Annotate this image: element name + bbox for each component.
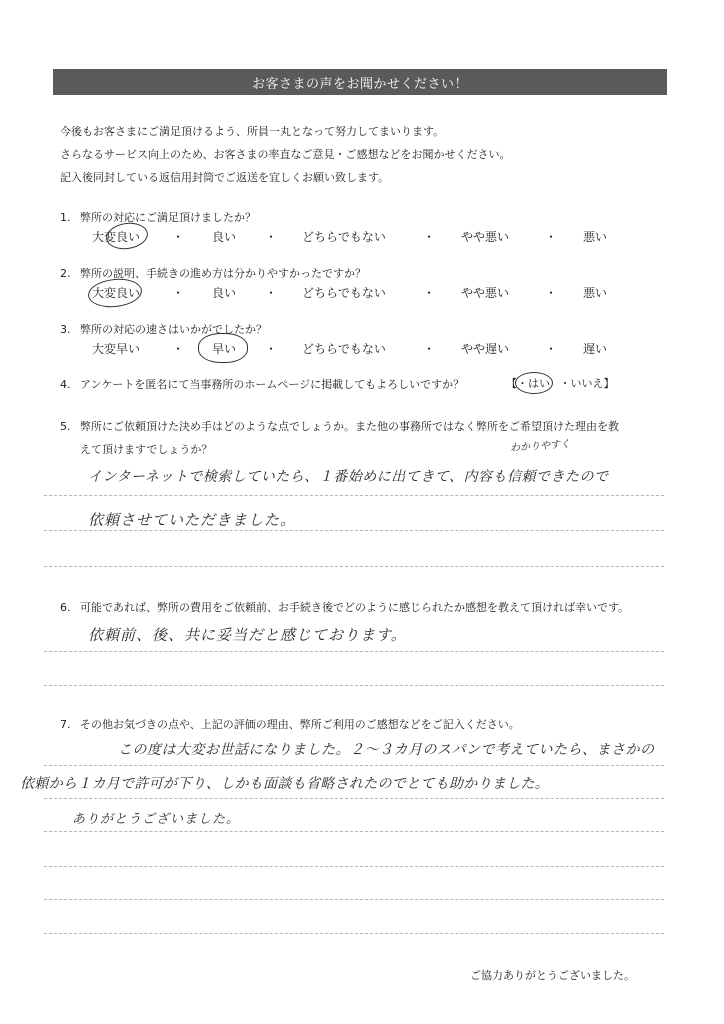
question-1-number: 1.: [60, 211, 71, 224]
q3-option-slow[interactable]: 遅い: [583, 342, 608, 356]
q1-separator: ・: [423, 230, 436, 244]
answer-rule: [44, 566, 664, 567]
q1-option-neutral[interactable]: どちらでもない: [302, 230, 386, 244]
q2-option-bad[interactable]: 悪い: [583, 286, 608, 300]
q2-option-neutral[interactable]: どちらでもない: [302, 286, 386, 300]
footer-thanks: ご協力ありがとうございました。: [470, 969, 635, 982]
question-2: [60, 265, 366, 281]
q5-handwritten-insert: わかりやすく: [509, 438, 571, 455]
q2-option-somewhat-bad[interactable]: やや悪い: [461, 286, 510, 300]
intro-line-2: さらなるサービス向上のため、お客さまの率直なご意見・ご感想などをお聞かせください。: [60, 148, 511, 161]
q3-option-very-fast[interactable]: 大変早い: [92, 342, 141, 356]
q7-answer-line-3: ありがとうございました。: [72, 812, 241, 827]
q1-option-somewhat-bad[interactable]: やや悪い: [461, 230, 510, 244]
answer-rule: [44, 651, 664, 652]
q3-option-somewhat-slow[interactable]: やや遅い: [461, 342, 510, 356]
question-3-number: 3.: [60, 323, 71, 336]
question-2-text: 弊所の説明、手続きの進め方は分かりやすかったですか？: [80, 267, 366, 280]
q4-option-yes[interactable]: ・はい: [517, 377, 550, 390]
answer-rule: [44, 495, 664, 496]
q3-separator: ・: [545, 342, 558, 356]
question-6-text: 可能であれば、弊所の費用をご依頼前、お手続き後でどのように感じられたか感想を教えて頂ければ幸いです。: [80, 601, 630, 614]
q2-option-good[interactable]: 良い: [212, 286, 237, 300]
question-1-text: 弊所の対応にご満足頂けましたか？: [80, 211, 256, 224]
q3-separator: ・: [265, 342, 278, 356]
answer-rule: [44, 798, 664, 799]
q4-option-no[interactable]: ・いいえ: [559, 377, 604, 390]
question-4: [60, 376, 464, 392]
answer-rule: [44, 685, 664, 686]
q2-separator: ・: [423, 286, 436, 300]
answer-rule: [44, 899, 664, 900]
q2-selection-circle: [87, 276, 144, 309]
q1-option-very-good[interactable]: 大変良い: [92, 230, 141, 244]
q6-answer-line-1: 依頼前、後、共に妥当だと感じております。: [88, 626, 407, 644]
q2-separator: ・: [545, 286, 558, 300]
question-5-line-1: 弊所にご依頼頂けた決め手はどのような点でしょうか。また他の事務所ではなく弊所をご希望頂けた理由を教: [80, 420, 619, 433]
q1-separator: ・: [172, 230, 185, 244]
q4-bracket-open: 【: [506, 377, 517, 390]
question-5-line-2: えて頂けますでしょうか？: [80, 443, 213, 456]
question-1: [60, 209, 256, 225]
question-6-number: 6.: [60, 601, 71, 614]
q3-selection-circle: [198, 333, 248, 363]
q1-separator: ・: [265, 230, 278, 244]
question-4-text: アンケートを匿名にて当事務所のホームページに掲載してもよろしいですか？: [80, 378, 465, 391]
q3-separator: ・: [172, 342, 185, 356]
answer-rule: [44, 765, 664, 766]
question-7-number: 7.: [60, 718, 71, 731]
question-3-options: [0, 340, 724, 360]
answer-rule: [44, 866, 664, 867]
q5-answer-line-1: インターネットで検索していたら、１番始めに出てきて、内容も信頼できたので: [88, 469, 609, 485]
q4-bracket-close: 】: [603, 377, 615, 390]
q1-option-good[interactable]: 良い: [212, 230, 237, 244]
q2-separator: ・: [265, 286, 278, 300]
question-4-number: 4.: [60, 378, 71, 391]
answer-rule: [44, 933, 664, 934]
q1-separator: ・: [545, 230, 558, 244]
q3-option-fast[interactable]: 早い: [212, 342, 237, 356]
question-6: [60, 599, 629, 615]
q2-option-very-good[interactable]: 大変良い: [92, 286, 141, 300]
question-2-number: 2.: [60, 267, 71, 280]
question-5-number: 5.: [60, 420, 71, 433]
intro-line-3: 記入後同封している返信用封筒でご返送を宜しくお願い致します。: [60, 171, 390, 184]
q3-separator: ・: [423, 342, 436, 356]
survey-title: お客さまの声をお聞かせください！: [251, 76, 468, 92]
intro-line-1: 今後もお客さまにご満足頂けるよう、所員一丸となって努力してまいります。: [60, 125, 445, 138]
answer-rule: [44, 530, 664, 531]
q7-answer-line-1: この度は大変お世話になりました。２～３カ月のスパンで考えていたら、まさかの: [118, 742, 655, 758]
q5-answer-line-2: 依頼させていただきました。: [88, 511, 297, 529]
question-3-text: 弊所の対応の速さはいかがでしたか？: [80, 323, 267, 336]
q2-separator: ・: [172, 286, 185, 300]
survey-title-banner: [53, 69, 667, 95]
q4-selection-circle: [515, 372, 553, 394]
q3-option-neutral[interactable]: どちらでもない: [302, 342, 386, 356]
question-7: [60, 716, 520, 732]
q1-option-bad[interactable]: 悪い: [583, 230, 608, 244]
question-7-text: その他お気づきの点や、上記の評価の理由、弊所ご利用のご感想などをご記入ください。: [80, 718, 520, 731]
question-5: [60, 418, 619, 434]
answer-rule: [44, 831, 664, 832]
q7-answer-line-2: 依頼から１カ月で許可が下り、しかも面談も省略されたのでとても助かりました。: [20, 776, 550, 792]
